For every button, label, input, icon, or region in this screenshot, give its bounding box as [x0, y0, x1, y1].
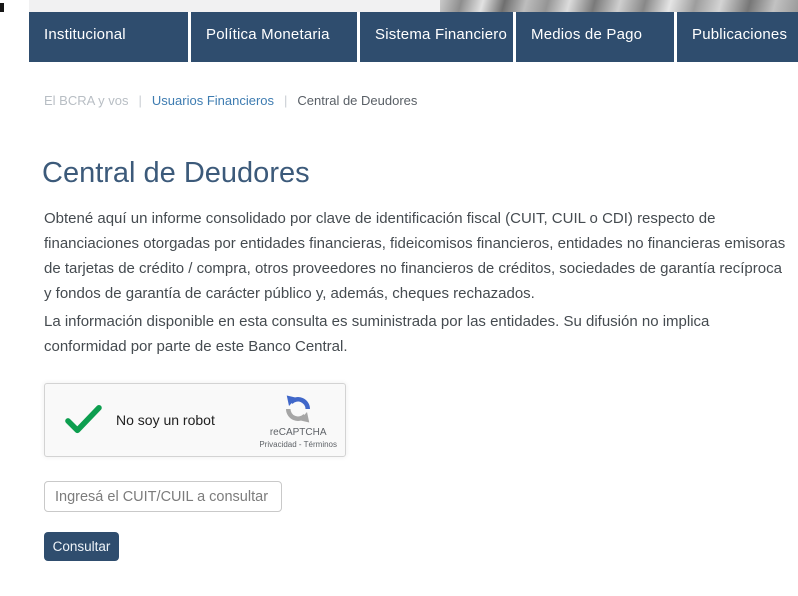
breadcrumb-current-page: Central de Deudores: [297, 93, 418, 108]
intro-paragraph: Obtené aquí un informe consolidado por clave de identificación fiscal (CUIT, CUIL o CDI) respecto de financiaciones otorgadas por entidades financieras, fideicomisos financieros, entidades no financieras emisoras de tarjetas de crédito / compra, otros proveedores no financieros de créditos, sociedades de garantía recíproca y fondos de garantía de carácter público y, además, cheques rechazados.: [44, 210, 786, 302]
header-top-strip: [29, 0, 440, 12]
breadcrumb-separator: |: [284, 93, 288, 108]
checkmark-icon[interactable]: [64, 405, 102, 435]
disclaimer-paragraph: La información disponible en esta consulta es suministrada por las entidades. Su difusión no implica conformidad por parte de este Banco Central.: [44, 313, 710, 355]
recaptcha-privacy-terms-links[interactable]: Privacidad - Términos: [259, 439, 337, 449]
recaptcha-brand-label: reCAPTCHA: [269, 426, 327, 438]
header-building-image: [440, 0, 798, 12]
recaptcha-logo-icon: [283, 394, 313, 424]
breadcrumb-separator: |: [138, 93, 142, 108]
cuit-input[interactable]: [44, 481, 282, 512]
recaptcha-branding: [259, 392, 337, 449]
main-nav: [29, 12, 798, 62]
page-title: Central de Deudores: [42, 157, 310, 189]
recaptcha-checkbox-label: No soy un robot: [116, 412, 215, 428]
consultar-button[interactable]: Consultar: [44, 532, 119, 561]
nav-tab-publicaciones[interactable]: Publicaciones: [677, 12, 798, 62]
breadcrumb-usuarios-financieros[interactable]: Usuarios Financieros: [151, 93, 275, 108]
nav-tab-sistema-financiero[interactable]: Sistema Financiero: [360, 12, 513, 62]
window-edge-artifact: [0, 3, 4, 12]
recaptcha-widget[interactable]: [44, 383, 346, 457]
nav-tab-medios-de-pago[interactable]: Medios de Pago: [516, 12, 674, 62]
nav-tab-politica-monetaria[interactable]: Política Monetaria: [191, 12, 357, 62]
nav-tab-institucional[interactable]: Institucional: [29, 12, 188, 62]
breadcrumb-el-bcra-y-vos[interactable]: El BCRA y vos: [44, 93, 129, 108]
breadcrumb: [44, 93, 417, 108]
